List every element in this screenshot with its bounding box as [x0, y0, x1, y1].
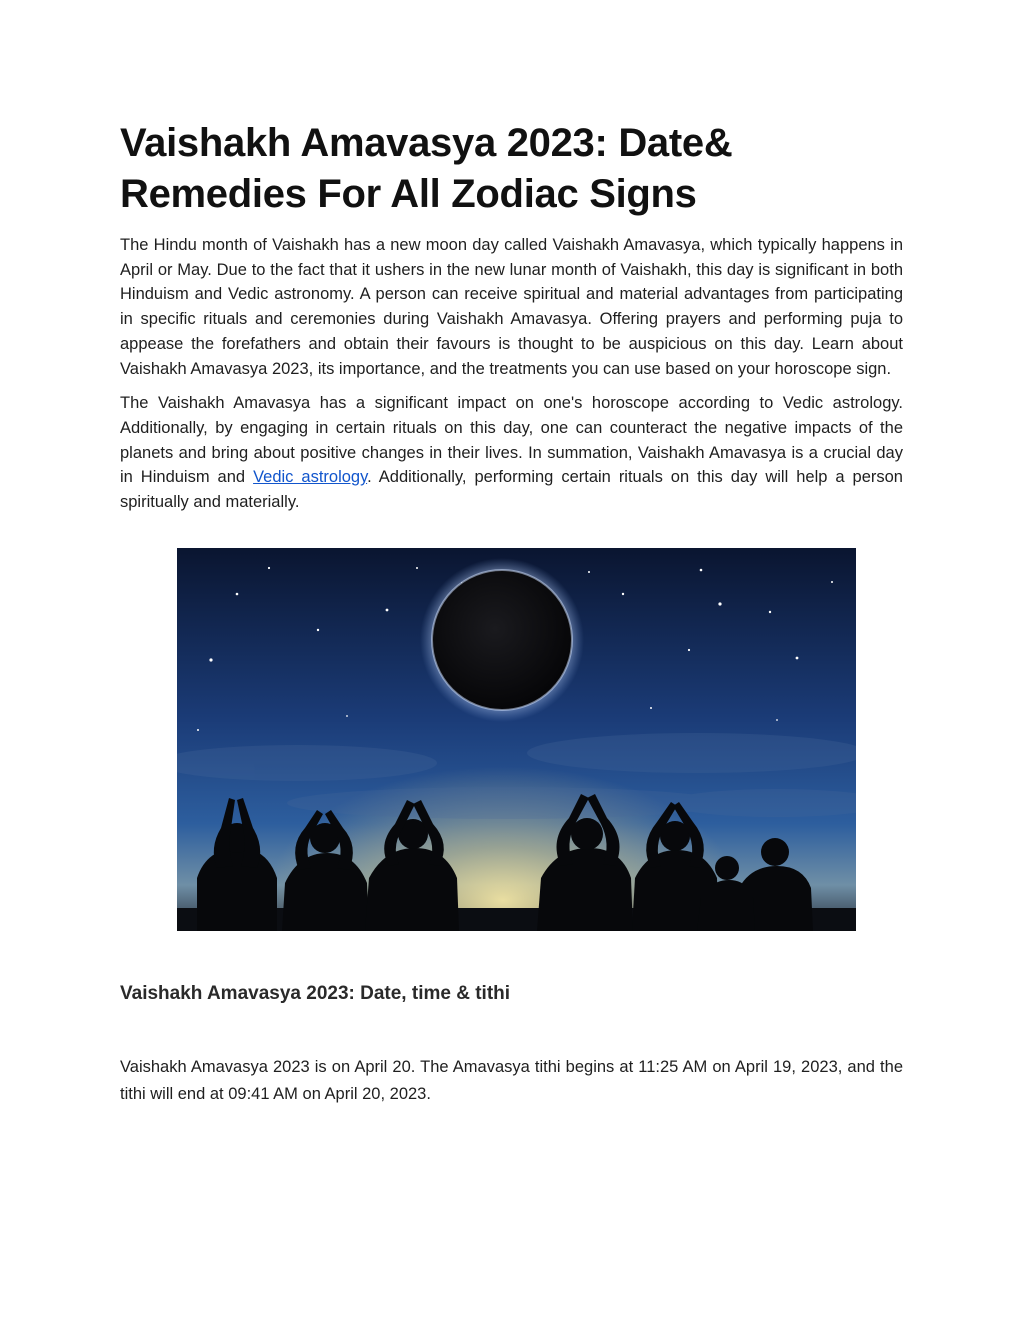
- new-moon: [432, 570, 572, 710]
- horoscope-paragraph-text-end: . Additionally, performing certain rituals on this day will help a person spiritually and materially.: [120, 468, 903, 512]
- horoscope-paragraph-text: The Vaishakh Amavasya has a significant impact on one's horoscope according to Vedic astrology. Additionally, by engaging in certain rituals on this day, one can counteract the negative impacts of the planets and bring about positive changes in their lives. In summation, Vaishakh Amavasya is a crucial day in Hinduism and: [120, 394, 903, 487]
- new-moon-silhouettes-image: [177, 548, 856, 931]
- new-moon-illustration: [177, 548, 856, 931]
- vedic-astrology-link[interactable]: Vedic astrology: [253, 468, 368, 487]
- intro-paragraph: The Hindu month of Vaishakh has a new moon day called Vaishakh Amavasya, which typically happens in April or May. Due to the fact that it ushers in the new lunar month of Vaishakh, this day is significant in both Hinduism and Vedic astronomy. A person can receive spiritual and material advantages from participating in specific rituals and ceremonies during Vaishakh Amavasya. Offering prayers and performing puja to appease the forefathers and obtain their favours is thought to be auspicious on this day. Learn about Vaishakh Amavasya 2023, its importance, and the treatments you can use based on your horoscope sign.: [120, 236, 903, 378]
- article: [120, 118, 903, 515]
- article-title: Vaishakh Amavasya 2023: Date& Remedies For All Zodiac Signs: [120, 121, 733, 216]
- section-heading: Vaishakh Amavasya 2023: Date, time & tithi: [120, 983, 511, 1004]
- horoscope-paragraph: [120, 391, 903, 515]
- date-time-paragraph: Vaishakh Amavasya 2023 is on April 20. The Amavasya tithi begins at 11:25 AM on April 19, 2023, and the tithi will end at 09:41 AM on April 20, 2023.: [120, 1058, 903, 1103]
